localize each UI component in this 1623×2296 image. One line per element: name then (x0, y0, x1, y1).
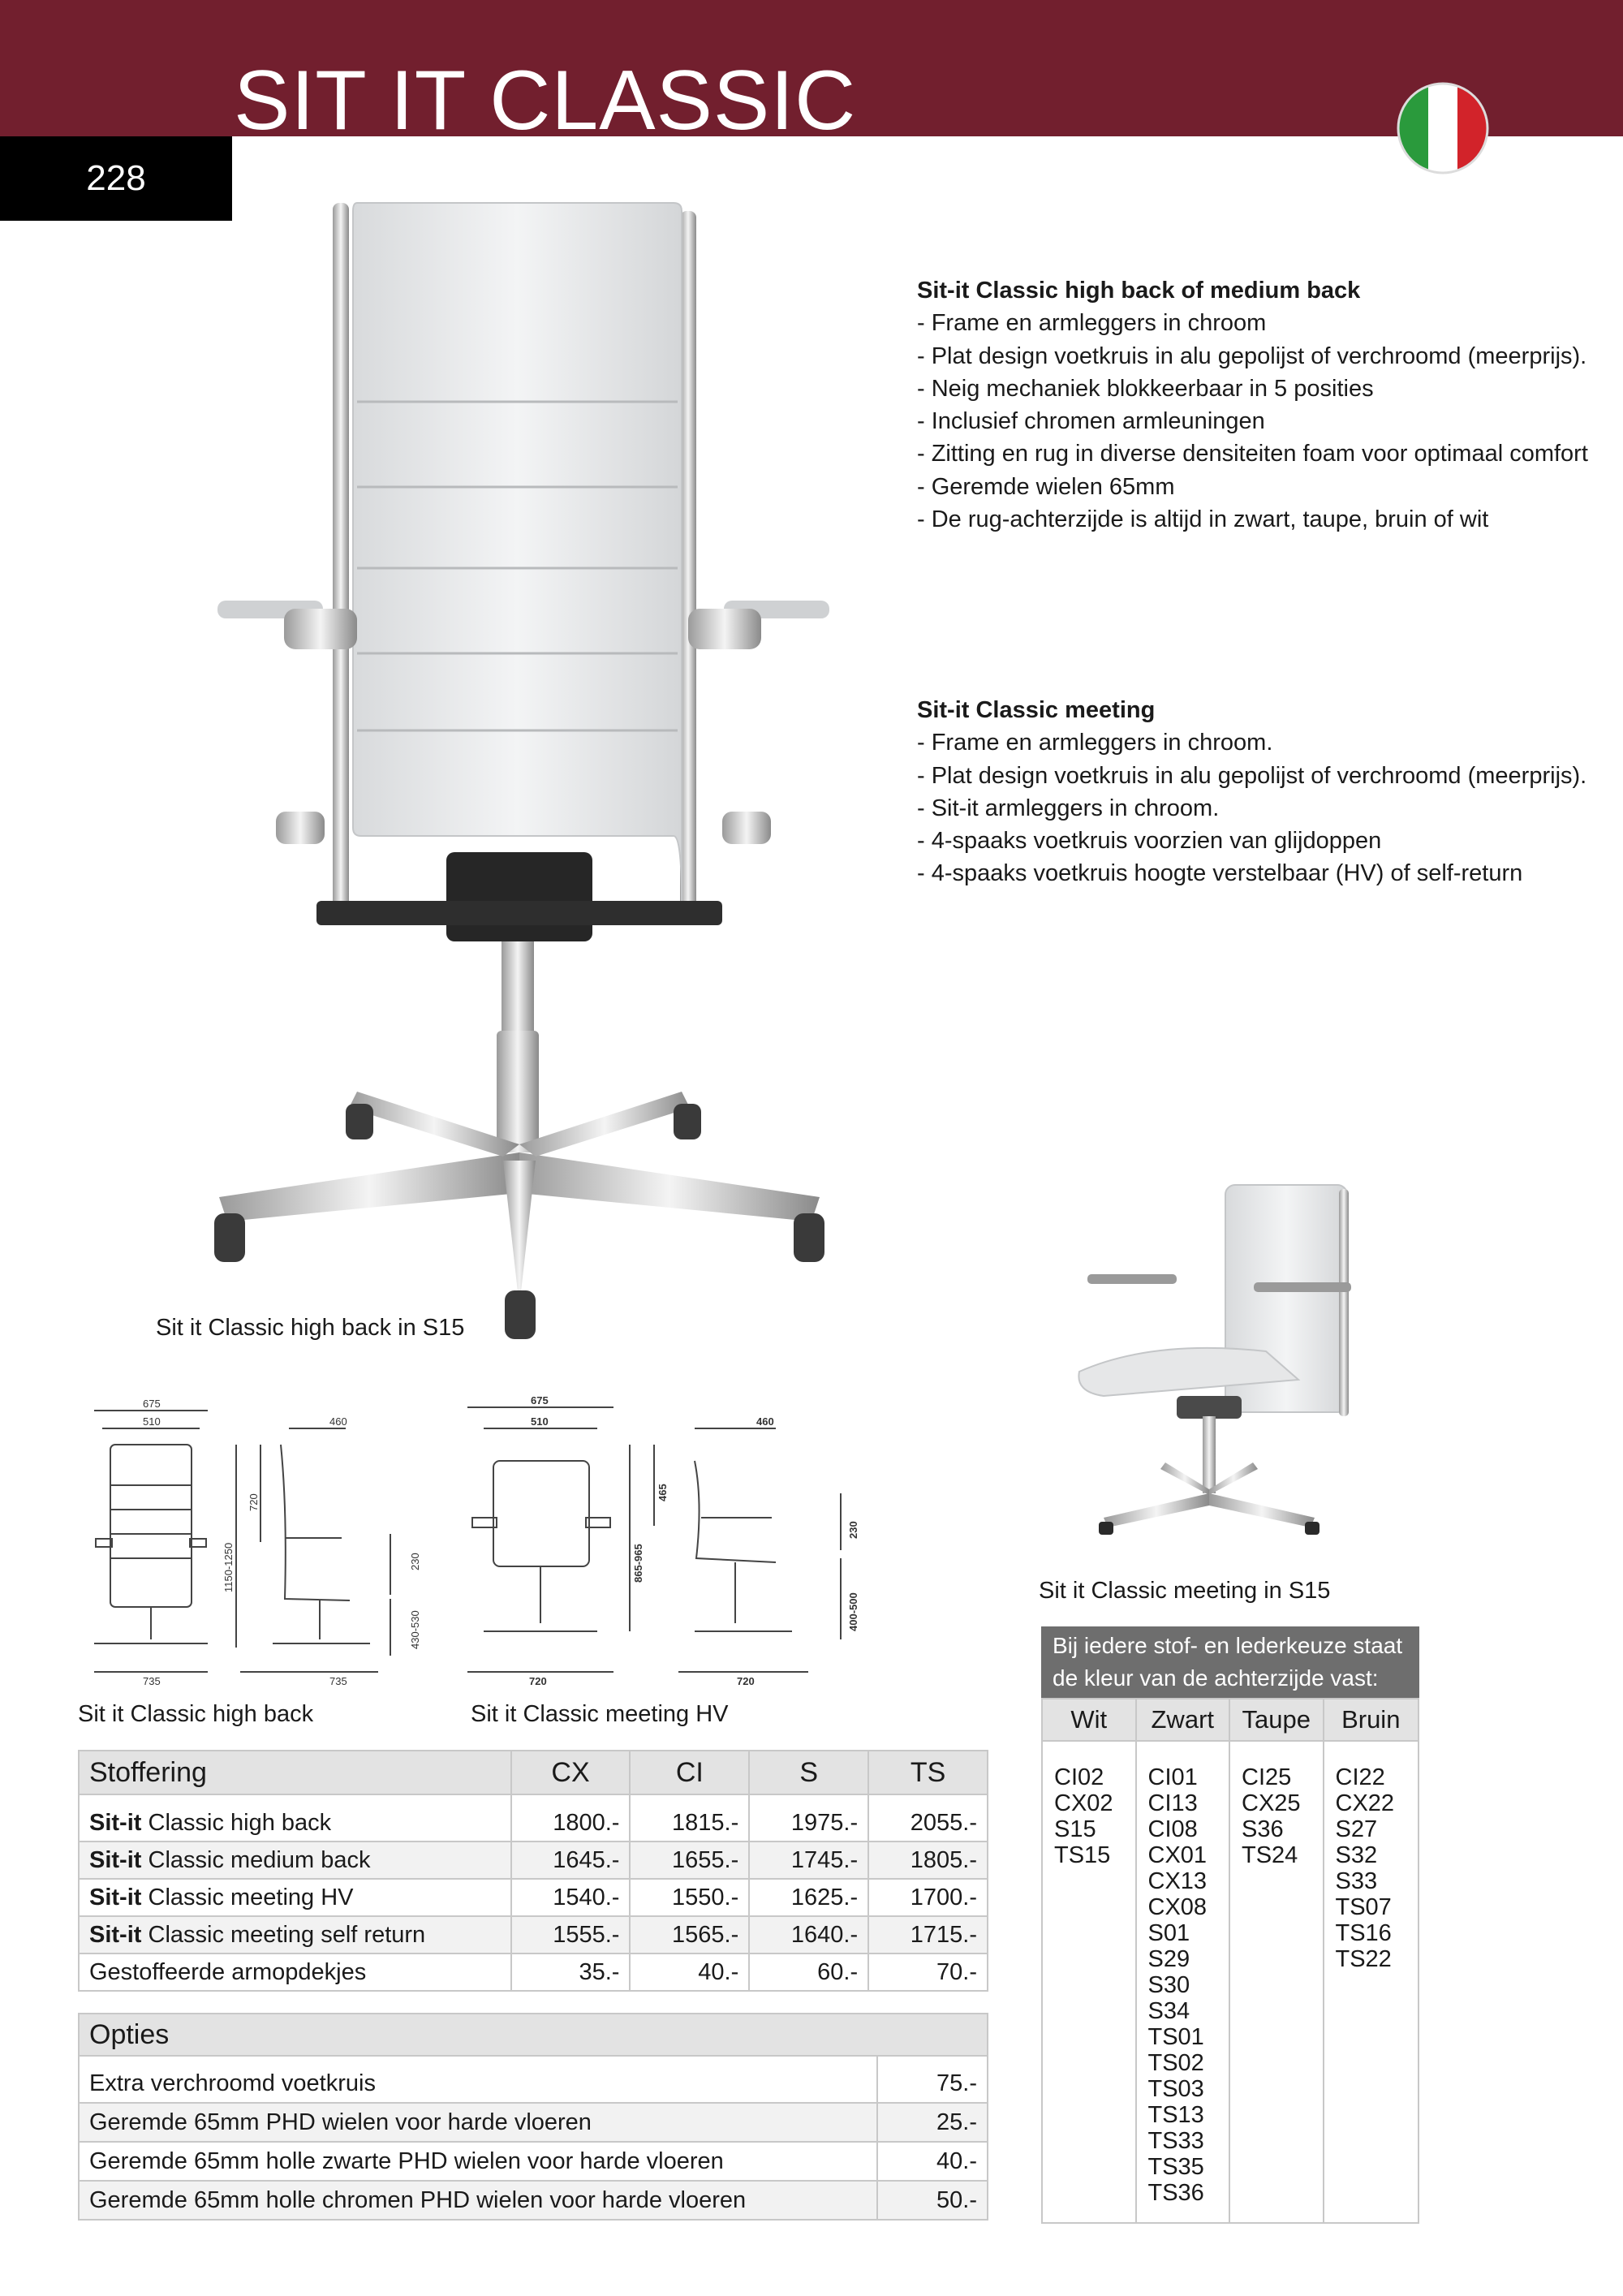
option-label: Extra verchroomd voetkruis (79, 2056, 877, 2103)
caption-meeting-photo: Sit it Classic meeting in S15 (1039, 1578, 1331, 1604)
price-cell: 1625.- (749, 1879, 868, 1916)
technical-drawings (78, 1396, 889, 1696)
brand-name: Sit-it (89, 1921, 142, 1948)
codes-wit (1042, 1741, 1136, 2223)
row-label (79, 1794, 511, 1842)
model-name: Classic meeting HV (141, 1884, 354, 1910)
fabric-code: TS07 (1335, 1894, 1392, 1920)
price-cell: 1700.- (868, 1879, 988, 1916)
dim-m-height-total: 865-965 (632, 1544, 644, 1583)
fabric-code: S34 (1147, 1998, 1190, 2024)
fabric-code: S30 (1147, 1972, 1190, 1998)
fabric-code: TS16 (1335, 1920, 1392, 1946)
fabric-code: TS24 (1242, 1842, 1298, 1868)
option-label: Geremde 65mm holle chromen PHD wielen voor harde vloeren (79, 2181, 877, 2220)
dim-hb-base-side: 735 (329, 1675, 347, 1687)
fabric-code: TS35 (1147, 2154, 1204, 2180)
options-table (78, 2013, 988, 2221)
header-cx: CX (511, 1751, 631, 1794)
description-item: - Frame en armleggers in chroom. (917, 730, 1273, 756)
dim-m-width-seat: 510 (531, 1415, 549, 1428)
caption-high-back-photo: Sit it Classic high back in S15 (156, 1315, 465, 1341)
table-row (79, 2181, 988, 2220)
color-codes-row (1042, 1741, 1419, 2223)
price-cell: 70.- (868, 1954, 988, 1991)
description-item: - 4-spaaks voetkruis hoogte verstelbaar (HV) of self-return (917, 860, 1523, 887)
option-label: Geremde 65mm holle zwarte PHD wielen voor harde vloeren (79, 2142, 877, 2181)
description-item: - Zitting en rug in diverse densiteiten foam voor optimaal comfort (917, 441, 1588, 467)
header-s: S (749, 1751, 868, 1794)
dim-hb-width-total: 675 (143, 1398, 161, 1410)
header-ci: CI (630, 1751, 749, 1794)
price-cell: 1815.- (630, 1794, 749, 1842)
fabric-code: S33 (1335, 1868, 1378, 1894)
color-table (1041, 1698, 1419, 2224)
price-cell: 1565.- (630, 1916, 749, 1954)
price-cell: 2055.- (868, 1794, 988, 1842)
description-item: - Neig mechaniek blokkeerbaar in 5 posities (917, 375, 1374, 402)
option-price: 25.- (877, 2103, 988, 2142)
fabric-code: S27 (1335, 1816, 1378, 1842)
color-header-row (1042, 1699, 1419, 1741)
header-ts: TS (868, 1751, 988, 1794)
price-cell: 1745.- (749, 1842, 868, 1879)
caption-drawing-high-back: Sit it Classic high back (78, 1701, 314, 1727)
fabric-code: CX08 (1147, 1894, 1208, 1920)
price-cell: 60.- (749, 1954, 868, 1991)
description-item: - Plat design voetkruis in alu gepolijst of verchroomd (meerprijs). (917, 762, 1587, 789)
fabric-code: TS02 (1147, 2050, 1204, 2076)
fabric-code: TS36 (1147, 2180, 1204, 2206)
codes-zwart (1136, 1741, 1230, 2223)
fabric-code: TS13 (1147, 2102, 1204, 2128)
description-item: - 4-spaaks voetkruis voorzien van glijdoppen (917, 828, 1382, 855)
table-row (79, 1842, 988, 1879)
dim-m-width-total: 675 (531, 1396, 549, 1406)
dim-hb-back-height: 720 (248, 1493, 260, 1511)
model-name: Classic high back (141, 1809, 332, 1836)
description-item: - Sit-it armleggers in chroom. (917, 795, 1220, 821)
dim-m-seat-height: 400-500 (847, 1592, 859, 1631)
price-cell: 1540.- (511, 1879, 631, 1916)
dim-m-base-side: 720 (737, 1675, 755, 1687)
fabric-code: TS33 (1147, 2128, 1204, 2154)
table-row (79, 2103, 988, 2142)
color-header-taupe: Taupe (1229, 1699, 1324, 1741)
dim-hb-arm-height: 230 (409, 1553, 421, 1570)
dim-hb-depth-side: 460 (329, 1415, 347, 1428)
price-cell: 1655.- (630, 1842, 749, 1879)
price-cell: 35.- (511, 1954, 631, 1991)
dim-m-back-height: 465 (657, 1484, 669, 1501)
dim-m-depth-side: 460 (756, 1415, 774, 1428)
table-row (79, 2056, 988, 2103)
fabric-code: S01 (1147, 1920, 1190, 1946)
description-heading: Sit-it Classic meeting (917, 697, 1156, 723)
meeting-chair-image (1055, 1177, 1380, 1558)
high-back-chair-image (195, 187, 860, 1355)
codes-taupe (1229, 1741, 1324, 2223)
price-cell: 1805.- (868, 1842, 988, 1879)
fabric-code: TS22 (1335, 1946, 1392, 1972)
codes-bruin (1324, 1741, 1419, 2223)
option-price: 75.- (877, 2056, 988, 2103)
description-item: - Plat design voetkruis in alu gepolijst of verchroomd (meerprijs). (917, 342, 1587, 369)
fabric-code: CX22 (1335, 1790, 1395, 1816)
price-cell: 40.- (630, 1954, 749, 1991)
brand-name: Sit-it (89, 1809, 142, 1836)
page-number: 228 (86, 158, 146, 198)
row-label (79, 1916, 511, 1954)
color-header-wit: Wit (1042, 1699, 1136, 1741)
fabric-code: CX13 (1147, 1868, 1208, 1894)
color-note: Bij iedere stof- en lederkeuze staat de kleur van de achterzijde vast: (1041, 1626, 1419, 1698)
fabric-code: TS01 (1147, 2024, 1204, 2050)
table-row (79, 1916, 988, 1954)
dim-hb-depth-base: 735 (143, 1675, 161, 1687)
brand-name: Sit-it (89, 1884, 142, 1910)
model-name: Classic meeting self return (141, 1921, 426, 1948)
fabric-code: S29 (1147, 1946, 1190, 1972)
description-item: - Inclusief chromen armleuningen (917, 408, 1265, 435)
model-name: Gestoffeerde armopdekjes (89, 1958, 367, 1985)
dim-m-depth-base: 720 (529, 1675, 547, 1687)
description-item: - Frame en armleggers in chroom (917, 310, 1267, 337)
price-cell: 1645.- (511, 1842, 631, 1879)
fabric-code: CX25 (1242, 1790, 1301, 1816)
caption-drawing-meeting: Sit it Classic meeting HV (471, 1701, 729, 1727)
option-price: 40.- (877, 2142, 988, 2181)
italy-flag-icon (1396, 81, 1490, 175)
description-high-back (917, 274, 1599, 536)
table-row (79, 2142, 988, 2181)
option-price: 50.- (877, 2181, 988, 2220)
price-table-header (79, 1751, 988, 1794)
row-label (79, 1954, 511, 1991)
fabric-code: TS03 (1147, 2076, 1204, 2102)
fabric-code: CI22 (1335, 1764, 1385, 1790)
price-cell: 1975.- (749, 1794, 868, 1842)
fabric-code: TS15 (1054, 1842, 1111, 1868)
price-cell: 1640.- (749, 1916, 868, 1954)
description-heading: Sit-it Classic high back of medium back (917, 278, 1361, 304)
price-cell: 1800.- (511, 1794, 631, 1842)
dim-hb-width-seat: 510 (143, 1415, 161, 1428)
fabric-code: S15 (1054, 1816, 1096, 1842)
price-cell: 1715.- (868, 1916, 988, 1954)
table-row (79, 1954, 988, 1991)
row-label (79, 1842, 511, 1879)
row-label (79, 1879, 511, 1916)
fabric-code: CX01 (1147, 1842, 1208, 1868)
price-cell: 1550.- (630, 1879, 749, 1916)
dim-m-arm-height: 230 (847, 1521, 859, 1539)
description-meeting (917, 694, 1599, 890)
header-stoffering: Stoffering (79, 1751, 511, 1794)
option-label: Geremde 65mm PHD wielen voor harde vloeren (79, 2103, 877, 2142)
fabric-code: S36 (1242, 1816, 1284, 1842)
fabric-code: S32 (1335, 1842, 1378, 1868)
table-row (79, 1794, 988, 1842)
fabric-code: CX02 (1054, 1790, 1113, 1816)
brand-name: Sit-it (89, 1846, 142, 1873)
color-header-zwart: Zwart (1136, 1699, 1230, 1741)
price-table (78, 1750, 988, 1992)
dim-hb-height-total: 1150-1250 (222, 1542, 235, 1592)
table-row (79, 1879, 988, 1916)
fabric-code: CI02 (1054, 1764, 1104, 1790)
dim-hb-seat-height: 430-530 (409, 1610, 421, 1649)
options-header-row (79, 2014, 988, 2056)
fabric-code: CI08 (1147, 1816, 1198, 1842)
price-cell: 1555.- (511, 1916, 631, 1954)
description-item: - De rug-achterzijde is altijd in zwart, taupe, bruin of wit (917, 506, 1489, 533)
description-item: - Geremde wielen 65mm (917, 473, 1175, 500)
page-title: SIT IT CLASSIC (234, 54, 857, 148)
color-header-bruin: Bruin (1324, 1699, 1419, 1741)
fabric-code: CI01 (1147, 1764, 1198, 1790)
options-header: Opties (79, 2014, 988, 2056)
fabric-code: CI25 (1242, 1764, 1292, 1790)
fabric-code: CI13 (1147, 1790, 1198, 1816)
model-name: Classic medium back (141, 1846, 371, 1873)
